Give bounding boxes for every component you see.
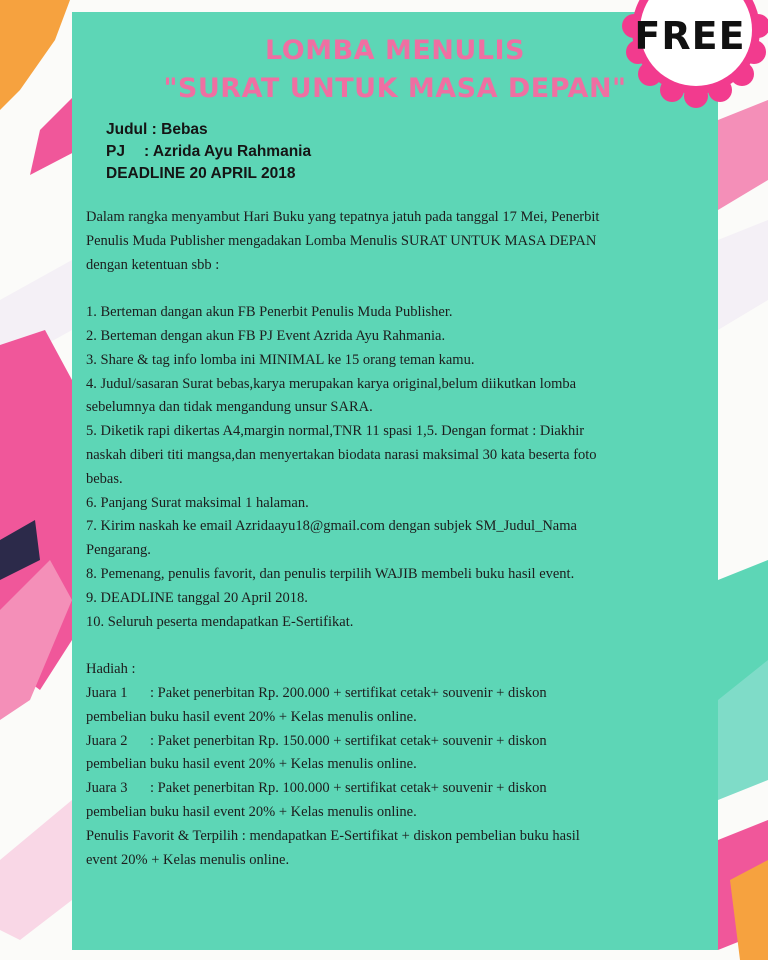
poster-card [72, 12, 718, 950]
rule-line: 9. DEADLINE tanggal 20 April 2018. [86, 589, 308, 606]
favorit-line: event 20% + Kelas menulis online. [86, 851, 290, 868]
prize-row [86, 777, 716, 801]
rule-line: 1. Berteman dangan akun FB Penerbit Penulis Muda Publisher. [86, 304, 453, 321]
prize-text: : Paket penerbitan Rp. 200.000 + sertifikat cetak+ souvenir + diskon [150, 684, 547, 701]
prize-row [86, 730, 716, 754]
rule-line: 10. Seluruh peserta mendapatkan E-Sertifikat. [86, 613, 354, 630]
rule-line: 6. Panjang Surat maksimal 1 halaman. [86, 494, 309, 511]
pj-value: : Azrida Ayu Rahmania [144, 143, 312, 160]
poster-title-line2: "SURAT UNTUK MASA DEPAN" [163, 73, 627, 104]
intro-line: Penulis Muda Publisher mengadakan Lomba Menulis SURAT UNTUK MASA DEPAN [86, 232, 597, 249]
rule-line: 7. Kirim naskah ke email Azridaayu18@gmail.com dengan subjek SM_Judul_Nama [86, 518, 577, 535]
rule-line: 5. Diketik rapi dikertas A4,margin normal,TNR 11 spasi 1,5. Dengan format : Diakhir [86, 423, 585, 440]
rule-line: bebas. [86, 470, 123, 487]
deadline-row [106, 163, 311, 185]
rule-line: sebelumnya dan tidak mengandung unsur SARA. [86, 399, 373, 416]
prize-label: Juara 3 [86, 780, 128, 797]
pj-row [106, 141, 311, 163]
rule-line: Pengarang. [86, 542, 151, 559]
favorit-line: Penulis Favorit & Terpilih : mendapatkan E-Sertifikat + diskon pembelian buku hasil [86, 827, 580, 844]
rule-line: 8. Pemenang, penulis favorit, dan penulis terpilih WAJIB membeli buku hasil event. [86, 565, 575, 582]
poster-body [86, 206, 716, 872]
free-badge-label: FREE [634, 14, 746, 58]
deadline-text: DEADLINE 20 APRIL 2018 [106, 165, 296, 182]
rule-line: 3. Share & tag info lomba ini MINIMAL ke 15 orang teman kamu. [86, 351, 475, 368]
prize-text: : Paket penerbitan Rp. 150.000 + sertifikat cetak+ souvenir + diskon [150, 732, 547, 749]
intro-line: Dalam rangka menyambut Hari Buku yang tepatnya jatuh pada tanggal 17 Mei, Penerbit [86, 209, 600, 225]
judul-value: : Bebas [151, 121, 208, 138]
poster-title-line1: LOMBA MENULIS [265, 35, 525, 66]
intro-line: dengan ketentuan sbb : [86, 256, 220, 273]
prize-text-cont: pembelian buku hasil event 20% + Kelas menulis online. [86, 803, 417, 820]
prize-heading: Hadiah : [86, 661, 136, 678]
event-meta [106, 119, 311, 185]
rule-line: 2. Berteman dengan akun FB PJ Event Azrida Ayu Rahmania. [86, 327, 446, 344]
prize-text-cont: pembelian buku hasil event 20% + Kelas menulis online. [86, 708, 417, 725]
rule-line: naskah diberi titi mangsa,dan menyertakan biodata narasi maksimal 30 kata beserta foto [86, 446, 597, 463]
prize-text: : Paket penerbitan Rp. 100.000 + sertifikat cetak+ souvenir + diskon [150, 780, 547, 797]
prize-text-cont: pembelian buku hasil event 20% + Kelas menulis online. [86, 756, 417, 773]
prize-label: Juara 2 [86, 732, 128, 749]
prize-label: Juara 1 [86, 684, 128, 701]
prize-row [86, 682, 716, 706]
judul-label: Judul [106, 121, 148, 138]
judul-row [106, 119, 311, 141]
rule-line: 4. Judul/sasaran Surat bebas,karya merupakan karya original,belum diikutkan lomba [86, 375, 577, 392]
pj-label: PJ [106, 143, 125, 160]
